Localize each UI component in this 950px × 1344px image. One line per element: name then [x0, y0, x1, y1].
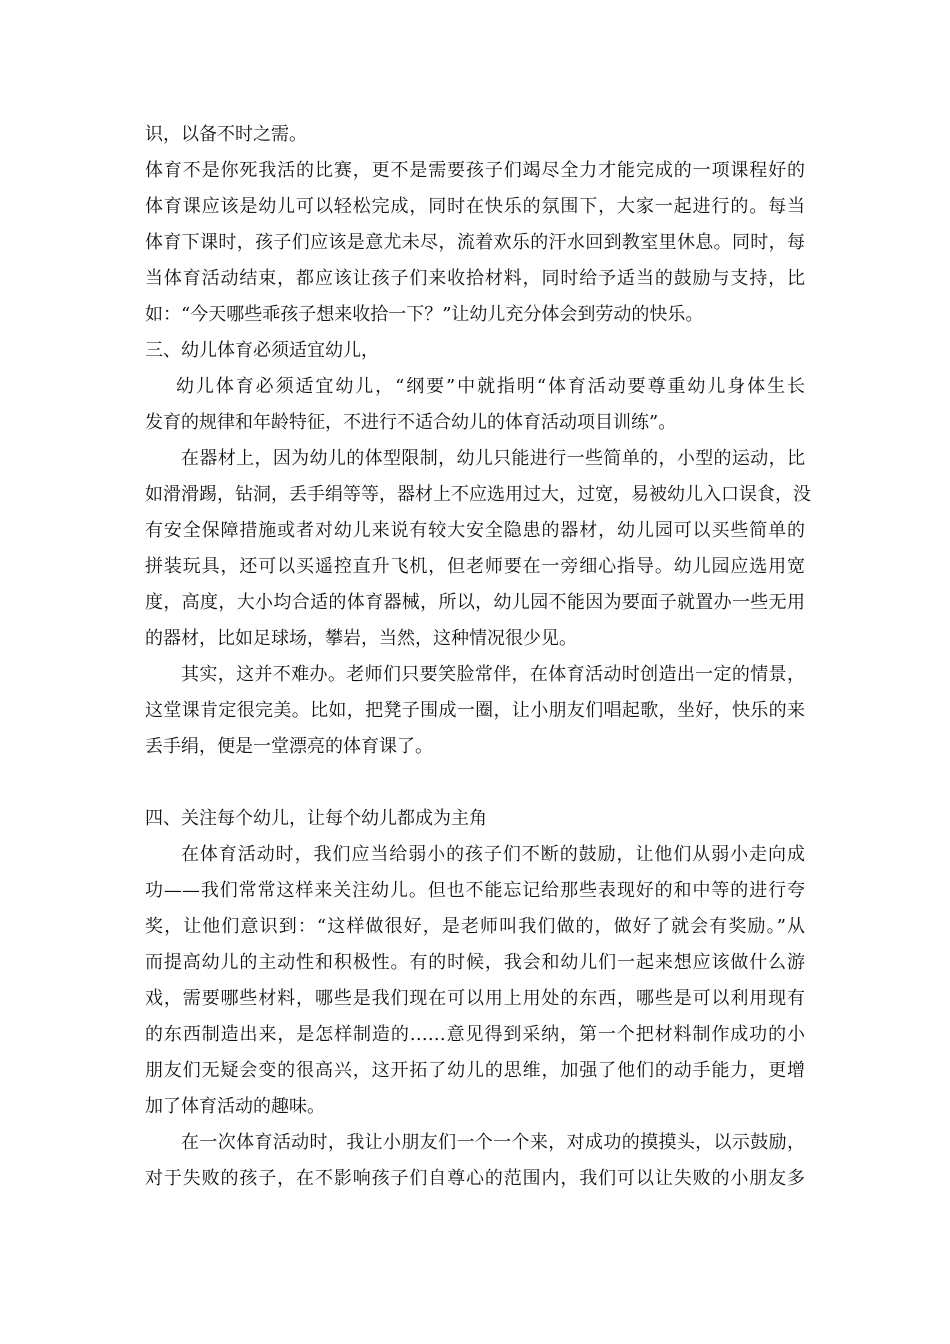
section-heading: 四、关注每个幼儿，让每个幼儿都成为主角 — [145, 808, 487, 829]
text-line: 加了体育活动的趣味。 — [145, 1096, 325, 1117]
text-line: 体育不是你死我活的比赛，更不是需要孩子们竭尽全力才能完成的一项课程好的 — [145, 160, 805, 181]
text-line: 对于失败的孩子，在不影响孩子们自尊心的范围内，我们可以让失败的小朋友多 — [145, 1168, 805, 1189]
text-line: 度，高度，大小均合适的体育器械，所以，幼儿园不能因为要面子就置办一些无用 — [145, 592, 805, 613]
text-line: 当体育活动结束，都应该让孩子们来收拾材料，同时给予适当的鼓励与支持，比 — [145, 268, 805, 289]
text-line: 在器材上，因为幼儿的体型限制，幼儿只能进行一些简单的，小型的运动，比 — [181, 448, 805, 469]
section-heading: 三、幼儿体育必须适宜幼儿， — [145, 340, 379, 361]
text-line: 如：“今天哪些乖孩子想来收拾一下？”让幼儿充分体会到劳动的快乐。 — [145, 304, 704, 325]
text-line: 幼儿体育必须适宜幼儿，“纲要”中就指明“体育活动要尊重幼儿身体生长 — [176, 376, 805, 397]
text-line: 其实，这并不难办。老师们只要笑脸常伴，在体育活动时创造出一定的情景， — [181, 664, 805, 685]
text-line: 如滑滑踢，钻洞，丢手绢等等，器材上不应选用过大，过宽，易被幼儿入口误食，没 — [145, 484, 811, 505]
text-line: 在体育活动时，我们应当给弱小的孩子们不断的鼓励，让他们从弱小走向成 — [181, 844, 805, 865]
text-line: 戏，需要哪些材料，哪些是我们现在可以用上用处的东西，哪些是可以利用现有 — [145, 988, 805, 1009]
text-line: 有安全保障措施或者对幼儿来说有较大安全隐患的器材，幼儿园可以买些简单的 — [145, 520, 805, 541]
text-line: 在一次体育活动时，我让小朋友们一个一个来，对成功的摸摸头，以示鼓励， — [181, 1132, 805, 1153]
text-line: 体育下课时，孩子们应该是意尤未尽，流着欢乐的汗水回到教室里休息。同时，每 — [145, 232, 805, 253]
text-line: 发育的规律和年龄特征，不进行不适合幼儿的体育活动项目训练”。 — [145, 412, 677, 433]
text-line: 体育课应该是幼儿可以轻松完成，同时在快乐的氛围下，大家一起进行的。每当 — [145, 196, 805, 217]
text-line: 功——我们常常这样来关注幼儿。但也不能忘记给那些表现好的和中等的进行夸 — [145, 880, 805, 901]
text-line: 奖，让他们意识到：“这样做很好，是老师叫我们做的，做好了就会有奖励。”从 — [145, 916, 805, 937]
text-line: 拼装玩具，还可以买遥控直升飞机，但老师要在一旁细心指导。幼儿园应选用宽 — [145, 556, 805, 577]
text-line: 的器材，比如足球场，攀岩，当然，这种情况很少见。 — [145, 628, 577, 649]
text-line: 识，以备不时之需。 — [145, 124, 307, 145]
text-line: 的东西制造出来，是怎样制造的……意见得到采纳，第一个把材料制作成功的小 — [145, 1024, 805, 1045]
text-line: 这堂课肯定很完美。比如，把凳子围成一圈，让小朋友们唱起歌，坐好，快乐的来 — [145, 700, 805, 721]
text-line: 丢手绢，便是一堂漂亮的体育课了。 — [145, 736, 433, 757]
text-line: 朋友们无疑会变的很高兴，这开拓了幼儿的思维，加强了他们的动手能力，更增 — [145, 1060, 805, 1081]
text-line: 而提高幼儿的主动性和积极性。有的时候，我会和幼儿们一起来想应该做什么游 — [145, 952, 805, 973]
